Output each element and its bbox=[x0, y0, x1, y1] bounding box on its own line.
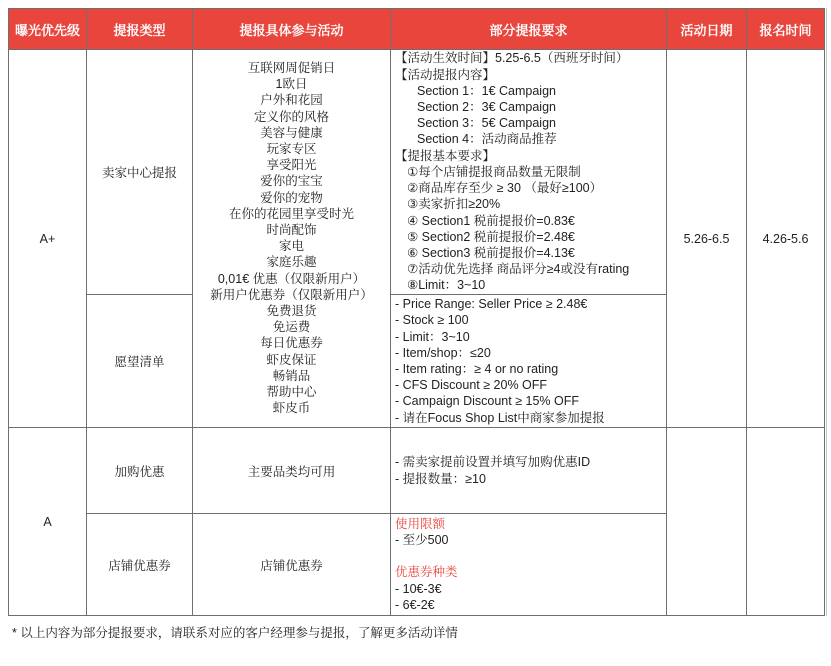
empty-date-cell bbox=[667, 428, 747, 616]
requirement-line: 【提报基本要求】 bbox=[395, 148, 496, 163]
requirement-line: - Campaign Discount ≥ 15% OFF bbox=[395, 394, 580, 409]
list-item: 爱你的宠物 bbox=[260, 190, 323, 205]
list-item: 享受阳光 bbox=[266, 158, 317, 173]
requirement-line: - 6€-2€ bbox=[395, 597, 435, 612]
list-item: 在你的花园里享受时光 bbox=[228, 206, 354, 221]
table-row bbox=[9, 50, 825, 295]
list-item: 玩家专区 bbox=[266, 142, 317, 157]
activity-cell-addon: 主要品类均可用 bbox=[193, 428, 391, 514]
requirement-line: - CFS Discount ≥ 20% OFF bbox=[395, 378, 548, 393]
requirement-line: - 需卖家提前设置并填写加购优惠ID bbox=[395, 455, 591, 470]
type-cell-voucher: 店铺优惠券 bbox=[87, 514, 193, 616]
requirement-line: Section 3：5€ Campaign bbox=[417, 116, 556, 131]
requirements-cell-seller-center bbox=[391, 50, 667, 295]
requirements-cell-wishlist bbox=[391, 295, 667, 428]
list-item: 0,01€ 优惠（仅限新用户） bbox=[217, 271, 366, 286]
list-item: 畅销品 bbox=[272, 368, 311, 383]
priority-cell-a-plus: A+ bbox=[9, 50, 87, 428]
spacer bbox=[395, 548, 666, 564]
list-item: 虾皮保证 bbox=[266, 352, 317, 367]
type-cell-seller-center: 卖家中心提报 bbox=[87, 50, 193, 295]
requirement-line: ⑧Limit：3~10 bbox=[407, 278, 486, 293]
requirement-line: - Price Range: Seller Price ≥ 2.48€ bbox=[395, 297, 588, 312]
list-item: 爱你的宝宝 bbox=[260, 174, 323, 189]
requirement-line: ⑦活动优先选择 商品评分≥4或没有rating bbox=[407, 262, 630, 277]
requirement-line: ②商品库存至少 ≥ 30 （最好≥100） bbox=[407, 181, 603, 196]
requirements-cell-addon bbox=[391, 428, 667, 514]
activity-list bbox=[193, 60, 390, 416]
list-item: 帮助中心 bbox=[266, 385, 317, 400]
activity-cell-voucher: 店铺优惠券 bbox=[193, 514, 391, 616]
list-item: 定义你的风格 bbox=[253, 109, 329, 124]
activity-table bbox=[8, 8, 825, 616]
requirement-line: 【活动提报内容】 bbox=[395, 67, 496, 82]
requirement-line: - Item rating：≥ 4 or no rating bbox=[395, 362, 559, 376]
type-cell-addon: 加购优惠 bbox=[87, 428, 193, 514]
signup-time-cell: 4.26-5.6 bbox=[747, 50, 825, 428]
header-type: 提报类型 bbox=[87, 9, 193, 50]
requirement-line: ④ Section1 税前提报价=0.83€ bbox=[407, 213, 575, 228]
requirement-line: ⑥ Section3 税前提报价=4.13€ bbox=[407, 245, 575, 260]
voucher-kind-title: 优惠券种类 bbox=[395, 565, 458, 580]
list-item: 互联网周促销日 bbox=[247, 61, 336, 75]
activity-date-cell: 5.26-6.5 bbox=[667, 50, 747, 428]
list-item: 1欧日 bbox=[275, 77, 308, 92]
requirement-line: Section 4：活动商品推荐 bbox=[417, 132, 557, 147]
requirement-line: - 请在Focus Shop List中商家参加提报 bbox=[395, 410, 605, 425]
requirement-line: - Limit：3~10 bbox=[395, 329, 470, 344]
requirements-cell-voucher bbox=[391, 514, 667, 616]
requirement-line: Section 1：1€ Campaign bbox=[417, 83, 556, 98]
requirement-line: - Stock ≥ 100 bbox=[395, 313, 469, 328]
requirement-line: Section 2：3€ Campaign bbox=[417, 100, 556, 115]
header-priority: 曝光优先级 bbox=[9, 9, 87, 50]
table-header-row bbox=[9, 9, 825, 50]
empty-signup-cell bbox=[747, 428, 825, 616]
requirement-line: - 至少500 bbox=[395, 533, 449, 548]
list-item: 家庭乐趣 bbox=[266, 255, 317, 270]
header-signup-time: 报名时间 bbox=[747, 9, 825, 50]
list-item: 家电 bbox=[278, 239, 304, 254]
requirement-line: - Item/shop：≤20 bbox=[395, 345, 491, 360]
list-item: 新用户优惠券（仅限新用户） bbox=[210, 287, 373, 302]
requirement-line: ①每个店铺提报商品数量无限制 bbox=[407, 164, 581, 179]
header-activities: 提报具体参与活动 bbox=[193, 9, 391, 50]
header-requirements: 部分提报要求 bbox=[391, 9, 667, 50]
type-cell-wishlist: 愿望清单 bbox=[87, 295, 193, 428]
table-row bbox=[9, 428, 825, 514]
list-item: 户外和花园 bbox=[260, 93, 323, 108]
activities-cell bbox=[193, 50, 391, 428]
list-item: 免运费 bbox=[272, 320, 311, 335]
requirement-line: ③卖家折扣≥20% bbox=[407, 197, 501, 212]
requirement-line: ⑤ Section2 税前提报价=2.48€ bbox=[407, 229, 575, 244]
priority-cell-a: A bbox=[9, 428, 87, 616]
requirement-line: 【活动生效时间】5.25-6.5（西班牙时间） bbox=[395, 51, 629, 66]
list-item: 虾皮币 bbox=[272, 401, 311, 416]
header-activity-date: 活动日期 bbox=[667, 9, 747, 50]
requirement-line: - 提报数量：≥10 bbox=[395, 471, 486, 486]
list-item: 每日优惠券 bbox=[260, 336, 323, 351]
voucher-limit-title: 使用限额 bbox=[395, 516, 446, 531]
list-item: 美容与健康 bbox=[260, 125, 323, 140]
list-item: 免费退货 bbox=[266, 304, 317, 319]
footer-note: * 以上内容为部分提报要求，请联系对应的客户经理参与提报，了解更多活动详情 bbox=[12, 626, 458, 640]
requirement-line: - 10€-3€ bbox=[395, 581, 442, 596]
sheet-right-edge bbox=[826, 8, 831, 616]
list-item: 时尚配饰 bbox=[266, 223, 317, 238]
